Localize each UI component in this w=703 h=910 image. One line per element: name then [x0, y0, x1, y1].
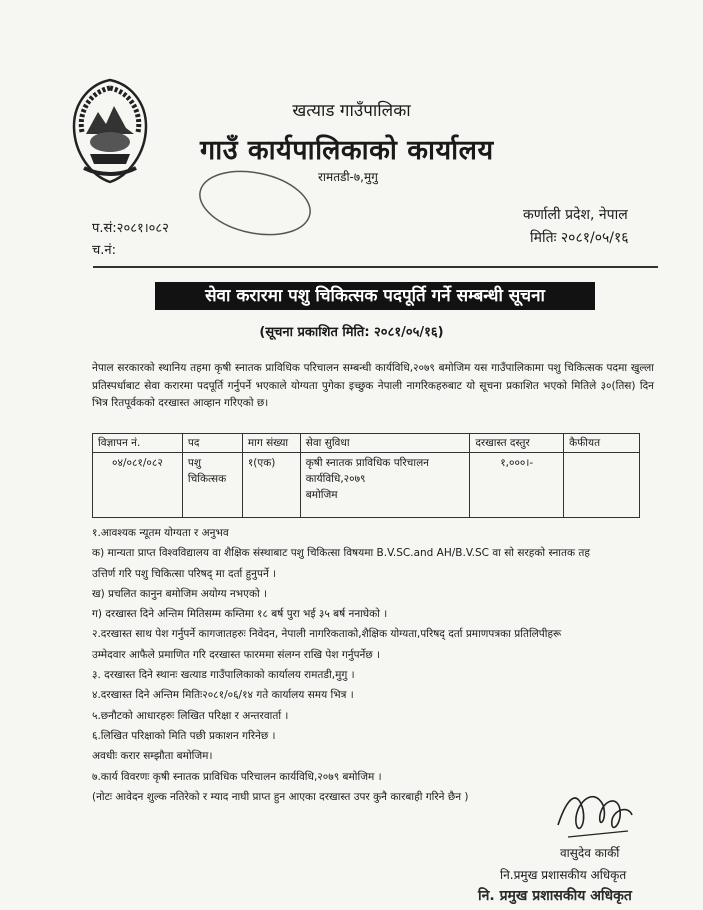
facility-line: कृषी स्नातक प्राविधिक परिचालन: [305, 457, 430, 469]
list-item: ४.दरखास्त दिने अन्तिम मितिः२०८१/०६/१४ गते कार्यालय समय भित्र ।: [92, 689, 354, 702]
list-item: उम्मेदवार आफैले प्रमाणित गरि दरखास्त फारममा संलग्न राखि पेश गर्नुपर्नेछ ।: [92, 648, 381, 661]
nepal-emblem-icon: [60, 72, 160, 192]
table-header-row: [93, 434, 640, 453]
office-stamp-icon: [195, 168, 315, 238]
office-address: रामतडी-७,मुगु: [318, 170, 378, 184]
fee-cell: १,०००।-: [470, 453, 564, 518]
list-item: ७.कार्य विवरणः कृषी स्नातक प्राविधिक परिचालन कार्यविधि,२०७९ बमोजिम ।: [92, 770, 382, 783]
notice-paragraph: नेपाल सरकारको स्थानिय तहमा कृषी स्नातक प्राविधिक परिचालन सम्बन्धी कार्यविधि,२०७९ बमोजिम यस गाउँपालिकामा पशु चिकित्सक पदमा खुल्ला प्रतिस्पर्धाबाट सेवा करारमा पदपूर्ति गर्नुपर्ने भएकाले योग्यता पुगेका इच्छुक नेपाली नागरिकहरुबाट यो सूचना प्रकाशित भएको मितिले ३०(तिस) दिन भित्र रितपूर्वकको दरखास्त आव्हान गरिएको छ।: [92, 362, 654, 409]
list-item: अवधीः करार सम्झौता बमोजिम।: [92, 750, 213, 763]
list-item: २.दरखास्त साथ पेश गर्नुपर्ने कागजातहरुः निवेदन, नेपाली नागरिकताको,शैक्षिक योग्यता,परिषद् दर्ता प्रमाणपत्रका प्रतिलिपीहरू: [92, 628, 562, 641]
list-item: ग) दरखास्त दिने अन्तिम मितिसम्म कम्तिमा १८ बर्ष पुरा भई ३५ बर्ष ननाघेको ।: [92, 608, 388, 621]
signatory-designation: नि.प्रमुख प्रशासकीय अधिकृत: [500, 868, 627, 882]
count-cell: १(एक): [242, 453, 300, 518]
table-row: [93, 453, 640, 518]
list-item: ख) प्रचलित कानुन बमोजिम अयोग्य नभएको ।: [92, 587, 268, 600]
reference-number: प.सं:२०८१।०८२: [92, 221, 169, 236]
signatory-name: वासुदेव कार्की: [560, 846, 620, 860]
facility-cell: [300, 453, 470, 518]
province-label: कर्णाली प्रदेश, नेपाल: [523, 207, 628, 223]
table-header: विज्ञापन नं.: [93, 434, 183, 453]
ad-number-cell: ०४/०८१/०८२: [93, 453, 183, 518]
remarks-cell: [564, 453, 640, 518]
notice-published-date: (सूचना प्रकाशित मिति: २०८१/०५/१६): [259, 325, 444, 340]
vacancy-table: [92, 433, 640, 518]
signature-icon: [548, 775, 638, 855]
table-header: पद: [182, 434, 242, 453]
post-cell: [182, 453, 242, 518]
header-divider: [93, 266, 658, 268]
facility-line: बमोजिम: [305, 489, 338, 501]
table-header: दरखास्त दस्तुर: [470, 434, 564, 453]
list-item: (नोटः आवेदन शुल्क नतिरेको र म्याद नाघी प्राप्त हुन आएका दरखास्त उपर कुनै कारबाही गरिने छैन ): [92, 790, 469, 803]
list-item: क) मान्यता प्राप्त विश्वविद्यालय वा शैक्षिक संस्थाबाट पशु चिकित्सा विषयमा B.V.SC.and AH/B.V.SC वा सो सरहको स्नातक तह: [92, 547, 590, 560]
post-line: चिकित्सक: [187, 473, 227, 485]
list-item: ३. दरखास्त दिने स्थानः खत्याड गाउँपालिकाको कार्यालय रामतडी,मुगु ।: [92, 669, 355, 682]
post-line: पशु: [187, 457, 201, 469]
notice-title: सेवा करारमा पशु चिकित्सक पदपूर्ति गर्ने सम्बन्धी सूचना: [155, 282, 595, 310]
letter-date: मितिः २०८१/०५/१६: [530, 230, 629, 246]
municipality-name: खत्याड गाउँपालिका: [292, 101, 411, 121]
dispatch-number: च.नं:: [92, 243, 116, 258]
table-header: कैफीयत: [564, 434, 640, 453]
list-item: ६.लिखित परिक्षाको मिति पछी प्रकाशन गरिनेछ ।: [92, 729, 276, 742]
table-header: सेवा सुविधा: [300, 434, 470, 453]
list-item: उत्तिर्ण गरि पशु चिकित्सा परिषद् मा दर्ता हुनुपर्ने ।: [92, 567, 277, 580]
office-name: गाउँ कार्यपालिकाको कार्यालय: [200, 135, 494, 166]
designation-stamp: नि. प्रमुख प्रशासकीय अधिकृत: [478, 888, 632, 904]
table-header: माग संख्या: [242, 434, 300, 453]
list-item: ५.छनौटको आधारहरुः लिखित परिक्षा र अन्तरवार्ता ।: [92, 709, 289, 722]
list-item: १.आवश्यक न्यूतम योग्यता र अनुभव: [92, 527, 229, 539]
facility-line: कार्यविधि,२०७९: [305, 473, 366, 485]
requirements-list: [92, 523, 662, 807]
